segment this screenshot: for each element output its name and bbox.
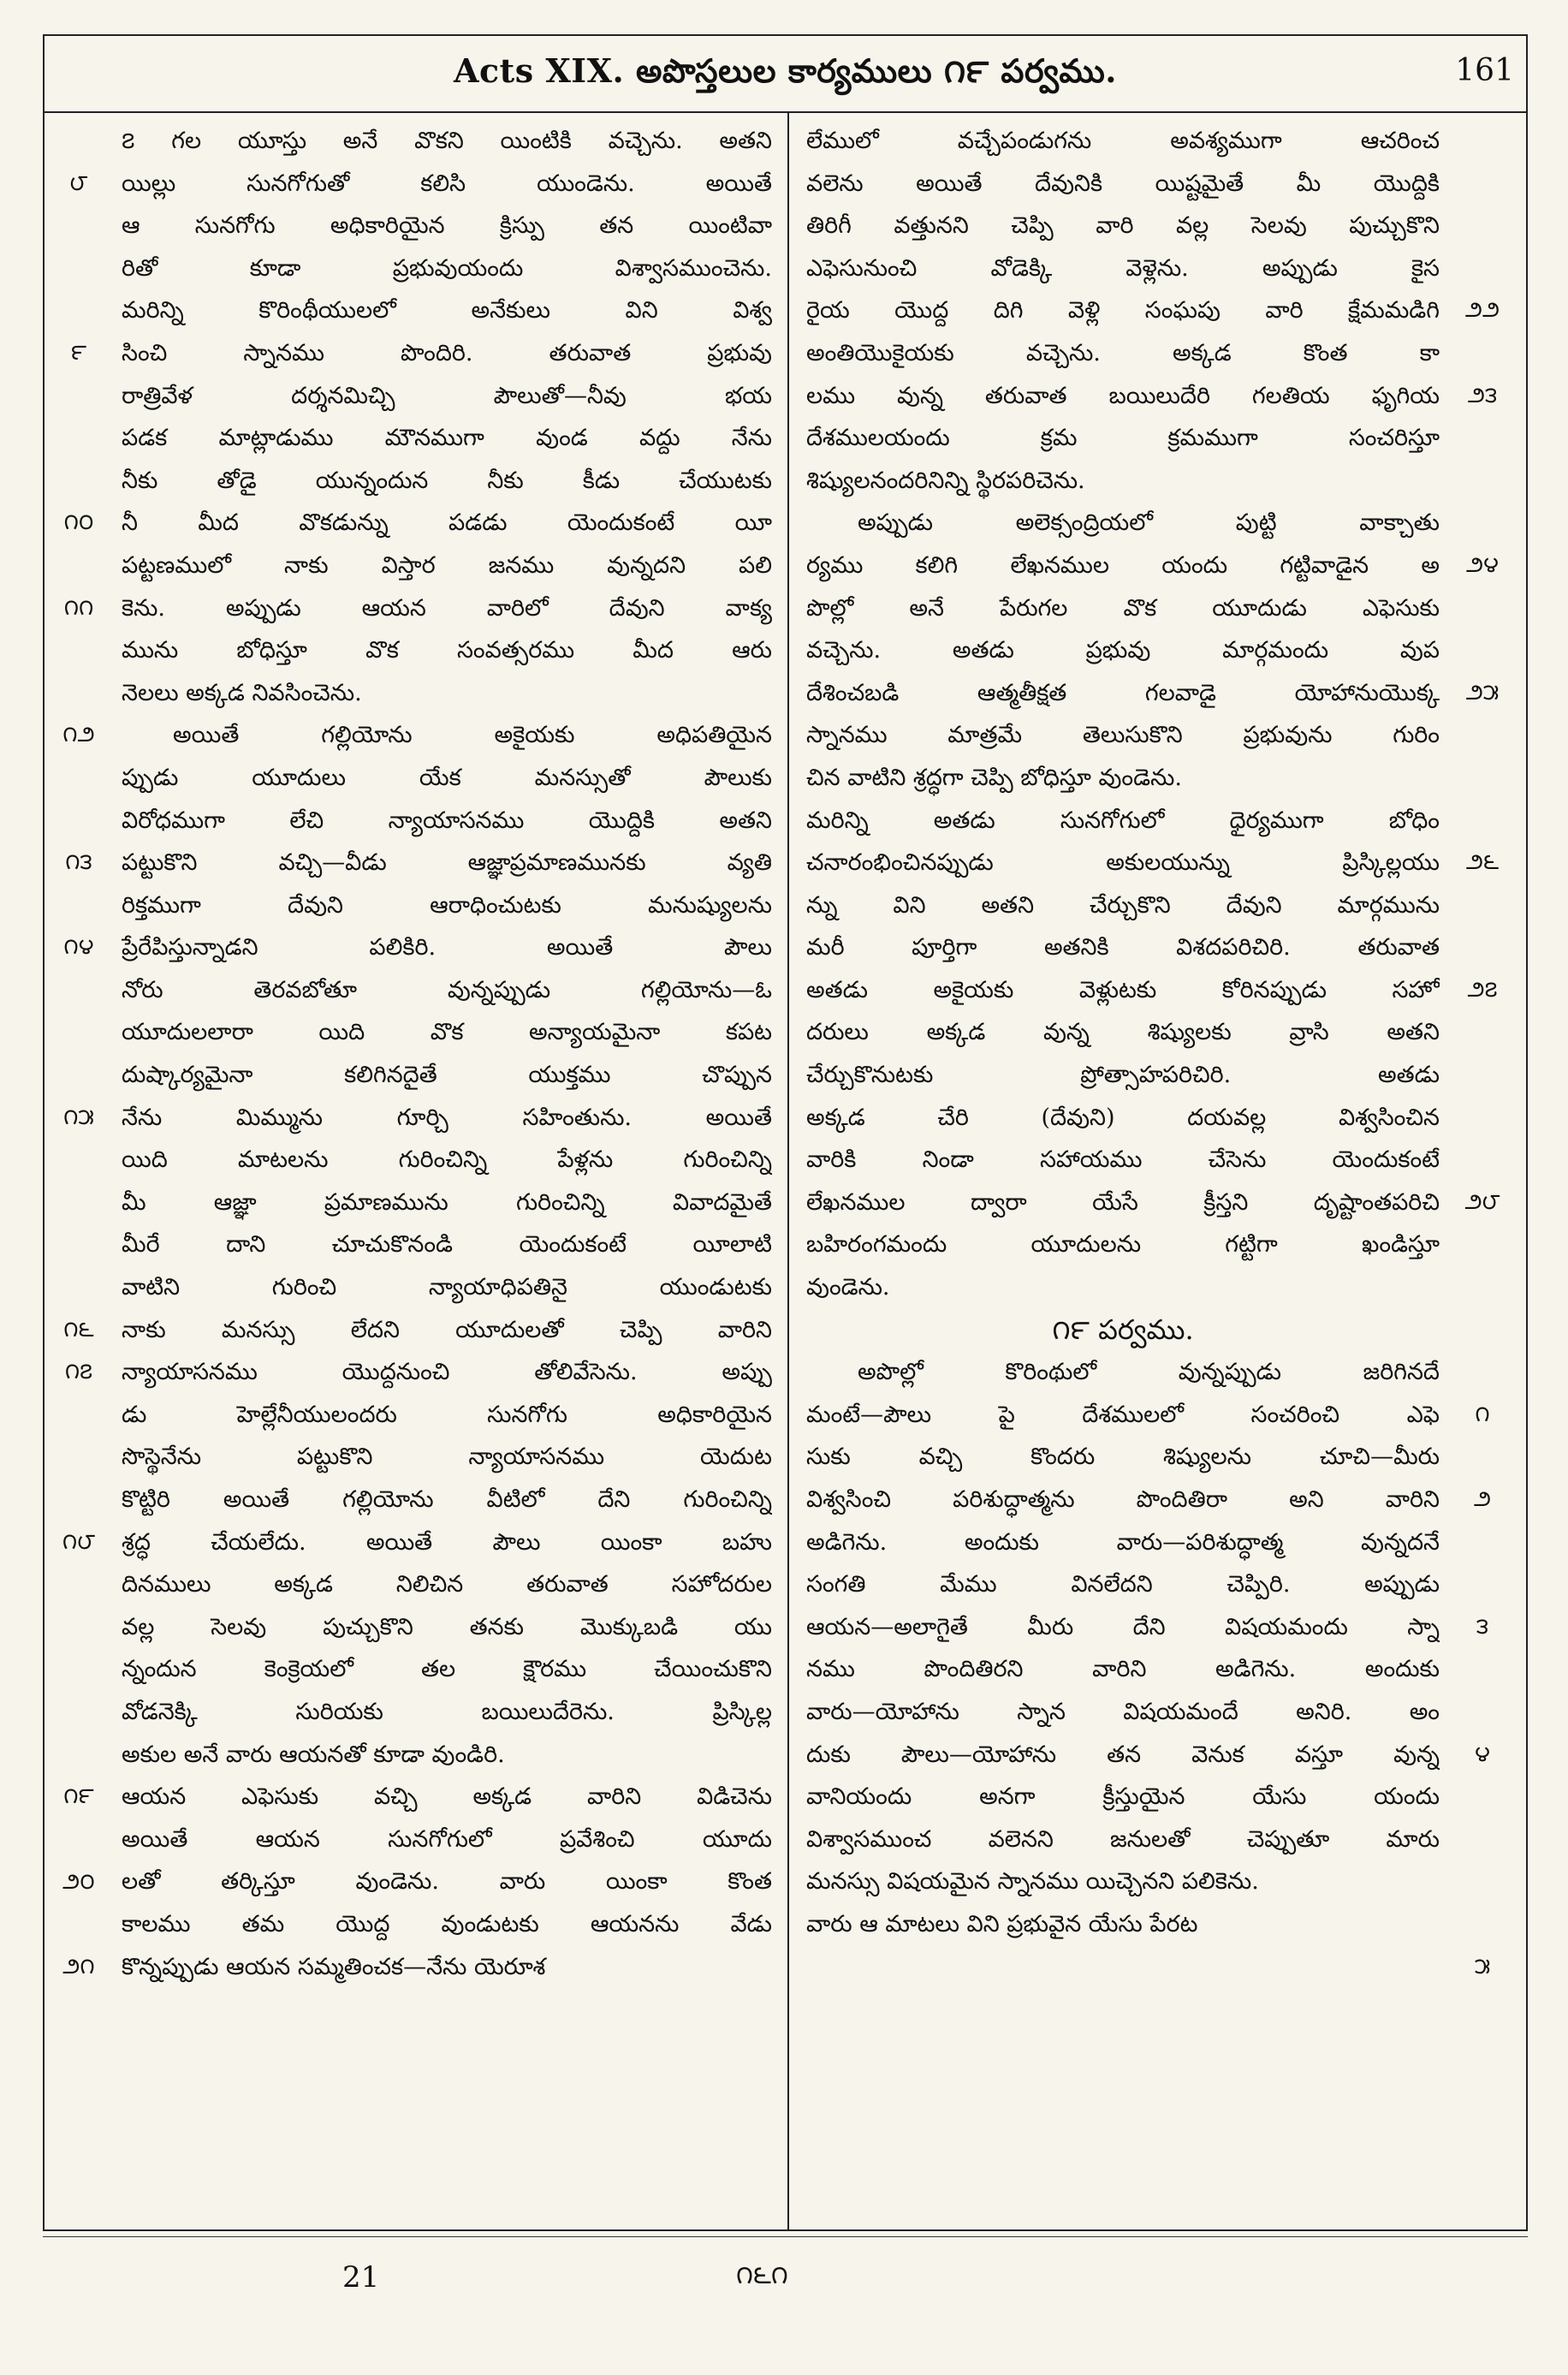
- text-line: అక్కడ చేరి (దేవుని) దయవల్ల విశ్వసించిన: [806, 1104, 1440, 1131]
- verse-number: ౨౪: [1466, 552, 1499, 578]
- verse-number: ౧౧: [63, 594, 94, 621]
- text-line: సించి స్నానము పొందిరి. తరువాత ప్రభువు: [122, 339, 772, 366]
- verse-number: ౧౫: [63, 1104, 94, 1130]
- text-line: లతో తర్కిస్తూ వుండెను. వారు యింకా కొంత: [122, 1868, 772, 1896]
- text-line: నేను మిమ్మును గూర్చి సహింతును. అయితే: [122, 1104, 772, 1131]
- verse-number: ౨౭: [1467, 977, 1498, 1003]
- text-line: సంగతి మేము వినలేదని చెప్పిరి. అప్పుడు: [806, 1571, 1440, 1598]
- verse-number: ౨౬: [1465, 849, 1500, 876]
- text-line: మనస్సు విషయమైన స్నానము యిచ్చెనని పలికెను.: [806, 1868, 1259, 1896]
- text-line: దేశములయందు క్రమ క్రమముగా సంచరిస్తూ: [806, 425, 1440, 452]
- text-line: పొల్లో అనే పేరుగల వొక యూదుడు ఎఫెసుకు: [806, 594, 1440, 622]
- text-line: ఎఫెసునుంచి వోడెక్కి వెళ్లెను. అప్పుడు కైస: [806, 254, 1440, 282]
- text-line: ౭ గల యూస్తు అనే వొకని యింటికి వచ్చెను. అతని: [122, 128, 772, 154]
- text-line: ౧౯ పర్వము.: [1052, 1312, 1194, 1346]
- text-line: అతడు అకైయకు వెళ్లుటకు కోరినప్పుడు సహో: [806, 976, 1440, 1003]
- page-frame: [43, 34, 1528, 2231]
- text-line: మరిన్ని అతడు సునగోగులో ధైర్యముగా బోధిం: [806, 807, 1440, 834]
- verse-number: ౨౧: [62, 1953, 95, 1979]
- text-line: ఆయన—అలాగైతే మీరు దేని విషయమందు స్నా: [806, 1613, 1440, 1640]
- text-line: లేములో వచ్చేపండుగను అవశ్యముగా ఆచరించ: [806, 128, 1440, 154]
- text-line: వచ్చెను. అతడు ప్రభువు మార్గమందు వుప: [806, 637, 1440, 664]
- text-line: విశ్వసించి పరిశుద్ధాత్మను పొందితిరా అని వారిని: [806, 1486, 1440, 1513]
- running-head: Acts XIX. అపొస్తలుల కార్యములు ౧౯ పర్వము.: [454, 51, 1117, 90]
- text-line: అయితే ఆయన సునగోగులో ప్రవేశించి యూదు: [122, 1825, 772, 1853]
- verse-number: ౧౯: [63, 1783, 94, 1810]
- text-line: దినములు అక్కడ నిలిచిన తరువాత సహోదరుల: [122, 1571, 772, 1598]
- text-line: దరులు అక్కడ వున్న శిష్యులకు వ్రాసి అతని: [806, 1019, 1440, 1046]
- text-line: చనారంభించినప్పుడు అకులయున్ను ప్రిస్కిల్లయు: [806, 849, 1440, 877]
- text-line: డు హెల్లేనీయులందరు సునగోగు అధికారియైన: [122, 1401, 772, 1428]
- verse-number: ౨: [1473, 1486, 1492, 1513]
- text-line: వారు ఆ మాటలు విని ప్రభువైన యేసు పేరట: [806, 1910, 1198, 1938]
- text-line: నీకు తోడై యున్నందున నీకు కీడు చేయుటకు: [122, 467, 772, 494]
- text-line: కెను. అప్పుడు ఆయన వారిలో దేవుని వాక్య: [122, 594, 772, 622]
- text-line: పడక మాట్లాడుము మౌనముగా వుండ వద్దు నేను: [122, 425, 772, 452]
- text-line: వోడనెక్కి సురియకు బయిలుదేరెను. ప్రిస్కిల్ల: [122, 1698, 772, 1725]
- text-line: వానియందు అనగా క్రీస్తుయైన యేసు యందు: [806, 1783, 1440, 1811]
- verse-number: ౩: [1476, 1614, 1489, 1640]
- text-line: చిన వాటిని శ్రద్ధగా చెప్పి బోధిస్తూ వుండెను.: [806, 764, 1182, 791]
- text-line: లేఖనముల ద్వారా యేసే క్రీస్తని దృష్టాంతపరిచి: [806, 1188, 1440, 1216]
- text-line: ప్రేరేపిస్తున్నాడని పలికిరి. అయితే పౌలు: [122, 934, 772, 961]
- verse-number: ౨౨: [1464, 297, 1500, 324]
- verse-number: ౧: [1475, 1402, 1490, 1427]
- signature-mark: 21: [342, 2260, 380, 2295]
- text-line: ర్యము కలిగి లేఖనముల యందు గట్టివాడైన అ: [806, 551, 1440, 579]
- text-line: ఆ సునగోగు అధికారియైన క్రిస్పు తన యింటివా: [122, 212, 772, 240]
- text-line: యూదులలారా యిది వొక అన్యాయమైనా కపట: [122, 1019, 772, 1046]
- verse-number: ౨౮: [1464, 1189, 1500, 1215]
- text-line: వారికి నిండా సహాయము చేసెను యెందుకంటే: [806, 1146, 1440, 1174]
- verse-number: ౧౮: [62, 1528, 96, 1555]
- text-line: అపొల్లో కొరింథులో వున్నప్పుడు జరిగినదే: [858, 1359, 1440, 1386]
- text-line: రిక్తముగా దేవుని ఆరాధించుటకు మనుష్యులను: [122, 891, 772, 919]
- page-number: 161: [1455, 53, 1514, 88]
- text-line: దుష్కార్యమైనా కలిగినదైతే యుక్తము చొప్పున: [122, 1062, 772, 1089]
- verse-number: ౧౩: [65, 849, 92, 876]
- text-line: విరోధముగా లేచి న్యాయాసనము యొద్దికి అతని: [122, 807, 772, 834]
- verse-number: ౨౫: [1465, 679, 1500, 705]
- verse-number: ౧౬: [63, 1316, 94, 1342]
- text-line: లము వున్న తరువాత బయిలుదేరి గలతియ ఫృగియ: [806, 382, 1440, 409]
- text-line: రాత్రివేళ దర్శనమిచ్చి పౌలుతో—నీవు భయ: [122, 382, 772, 409]
- text-line: యిది మాటలను గురించిన్ని పేళ్లను గురించిన్ని: [122, 1146, 772, 1174]
- text-line: నీ మీద వొకడున్ను పడడు యెందుకంటే యీ: [122, 509, 772, 537]
- text-line: అకుల అనే వారు ఆయనతో కూడా వుండిరి.: [122, 1741, 505, 1768]
- text-line: నాకు మనస్సు లేదని యూదులతో చెప్పి వారిని: [122, 1316, 772, 1343]
- text-line: అడిగెను. అందుకు వారు—పరిశుద్ధాత్మ వున్నదనే: [806, 1528, 1440, 1556]
- text-line: వుండెను.: [806, 1274, 890, 1301]
- text-line: అయితే గల్లియోను అకైయకు అధిపతియైన: [173, 722, 772, 749]
- text-line: తిరిగీ వత్తునని చెప్పి వారి వల్ల సెలవు పుచ్చుకొని: [806, 212, 1440, 240]
- text-line: వాటిని గురించి న్యాయాధిపతినై యుండుటకు: [122, 1274, 772, 1301]
- text-line: సొస్థెనేను పట్టుకొని న్యాయాసనము యెదుట: [122, 1443, 772, 1471]
- text-line: న్నందున కెంక్రెయలో తల క్షౌరము చేయించుకొని: [122, 1656, 772, 1683]
- left-column: [122, 120, 772, 2221]
- text-line: వలెను అయితే దేవునికి యిష్టమైతే మీ యొద్దికి: [806, 170, 1440, 197]
- text-line: మును బోధిస్తూ వొక సంవత్సరము మీద ఆరు: [122, 637, 772, 664]
- text-line: వారు—యోహాను స్నాన విషయమందే అనిరి. అం: [806, 1698, 1440, 1725]
- column-divider: [787, 111, 789, 2229]
- text-line: సుకు వచ్చి కొందరు శిష్యులను చూచి—మీరు: [806, 1443, 1440, 1471]
- text-line: దేశించబడి ఆత్మతీక్షత గలవాడై యోహానుయొక్క: [806, 679, 1440, 706]
- text-line: శిష్యులనందరినిన్ని స్థిరపరిచెను.: [806, 467, 1085, 494]
- verse-number: ౧౦: [63, 509, 94, 536]
- text-line: మరిన్ని కొరింథీయులలో అనేకులు విని విశ్వ: [122, 297, 772, 324]
- text-line: అంతియొకైయకు వచ్చెను. అక్కడ కొంత కా: [806, 339, 1440, 366]
- text-line: నోరు తెరవబోతూ వున్నప్పుడు గల్లియోను—ఓ: [122, 976, 772, 1003]
- footer-page-number: ౧౬౧: [736, 2260, 788, 2290]
- verse-number: ౮: [69, 170, 88, 196]
- text-line: మీరే దాని చూచుకొనండి యెందుకంటే యీలాటి: [122, 1231, 772, 1259]
- text-line: కొట్టిరి అయితే గల్లియోను వీటిలో దేని గురించిన్ని: [122, 1486, 772, 1513]
- text-line: ప్పుడు యూదులు యేక మనస్సుతో పౌలుకు: [122, 764, 772, 791]
- page-header: [45, 36, 1526, 113]
- verse-number: ౧౨: [62, 722, 95, 748]
- text-line: రితో కూడా ప్రభువుయందు విశ్వాసముంచెను.: [122, 254, 772, 282]
- text-line: పట్టుకొని వచ్చి—వీడు ఆజ్ఞాప్రమాణమునకు వ్యతి: [122, 849, 772, 877]
- text-line: శ్రద్ధ చేయలేదు. అయితే పౌలు యింకా బహు: [122, 1528, 772, 1556]
- text-line: పట్టణములో నాకు విస్తార జనము వున్నదని పలి: [122, 551, 772, 579]
- text-line: నము పొందితిరని వారిని అడిగెను. అందుకు: [806, 1656, 1440, 1683]
- text-line: విశ్వాసముంచ వలెనని జనులతో చెప్పుతూ మారు: [806, 1825, 1440, 1853]
- verse-number: ౨౦: [62, 1868, 95, 1895]
- verse-number: ౧౭: [64, 1359, 93, 1385]
- verse-number: ౧౪: [63, 934, 94, 961]
- text-line: రైయ యొద్ద దిగి వెళ్లి సంఘపు వారి క్షేమమడిగి: [806, 297, 1440, 324]
- verse-number: ౪: [1475, 1741, 1490, 1767]
- verse-number: ౯: [70, 340, 87, 366]
- text-line: మంటే—పౌలు పై దేశములలో సంచరించి ఎఫె: [806, 1401, 1440, 1428]
- footer-rule: [43, 2236, 1528, 2237]
- text-line: న్ను విని అతని చేర్చుకొని దేవుని మార్గమును: [806, 891, 1440, 919]
- text-line: ఆయన ఎఫెసుకు వచ్చి అక్కడ వారిని విడిచెను: [122, 1783, 772, 1811]
- text-line: న్యాయాసనము యొద్దనుంచి తోలివేసెను. అప్పు: [122, 1359, 772, 1386]
- text-line: మరీ పూర్తిగా అతనికి విశదపరిచిరి. తరువాత: [806, 934, 1440, 961]
- text-line: నెలలు అక్కడ నివసించెను.: [122, 679, 362, 706]
- text-line: అప్పుడు అలెక్సంద్రియలో పుట్టి వాక్చాతు: [858, 509, 1440, 537]
- text-line: యిల్లు సునగోగుతో కలిసి యుండెను. అయితే: [122, 170, 772, 197]
- text-line: కొన్నప్పుడు ఆయన సమ్మతించక—నేను యెరూశ: [122, 1953, 546, 1980]
- text-line: వల్ల సెలవు పుచ్చుకొని తనకు మొక్కుబడి యు: [122, 1613, 772, 1640]
- text-line: దుకు పౌలు—యోహాను తన వెనుక వస్తూ వున్న: [806, 1741, 1440, 1768]
- verse-number: ౨౩: [1467, 382, 1498, 408]
- text-line: మీ ఆజ్ఞా ప్రమాణమును గురించిన్ని వివాదమైతే: [122, 1188, 772, 1216]
- text-line: కాలము తమ యొద్ద వుండుటకు ఆయనను వేడు: [122, 1910, 772, 1938]
- text-line: చేర్చుకొనుటకు ప్రోత్సాహపరిచిరి. అతడు: [806, 1062, 1440, 1089]
- verse-number: ౫: [1474, 1953, 1491, 1979]
- text-line: స్నానము మాత్రమే తెలుసుకొని ప్రభువును గురిం: [806, 722, 1440, 749]
- text-line: బహిరంగమందు యూదులను గట్టిగా ఖండిస్తూ: [806, 1231, 1440, 1259]
- right-column: [806, 120, 1440, 2221]
